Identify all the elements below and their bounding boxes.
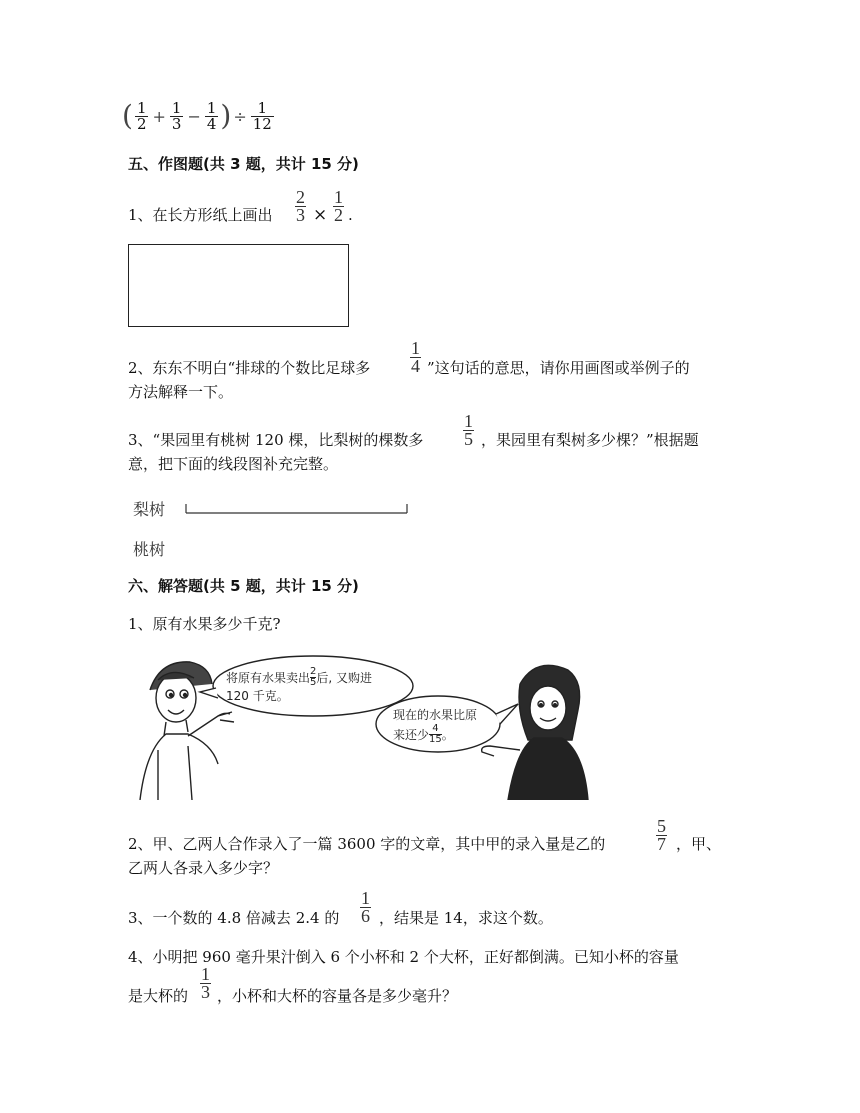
s5-q1-times: × (313, 205, 328, 225)
s5-q1-period: . (348, 206, 353, 224)
s6-q2-text-b: ，甲、 (676, 835, 722, 853)
s6-q2-text-a: 2、甲、乙两人合作录入了一篇 3600 字的文章，其中甲的录入量是乙的 (128, 835, 606, 853)
fraction-third: $\frac{1}{3}$ (171, 98, 182, 133)
left-paren: ( (122, 99, 133, 132)
divide-sign: ÷ (233, 106, 247, 126)
s6-q4-line1: 4、小明把 960 毫升果汁倒入 6 个小杯和 2 个大杯，正好都倒满。已知小杯的容量 (128, 948, 679, 966)
segment-label-peach: 桃树 (133, 540, 166, 559)
s6-q4-frac-third: 1 3 (201, 964, 210, 1002)
s5-q1-text: 1、在长方形纸上画出 (128, 206, 273, 224)
bubble-left-line2: 120 千克。 (226, 689, 289, 703)
bubble-left-line1: 将原有水果卖出 $\frac{2}{5}$ 后, 又购进 (226, 666, 373, 688)
s6-q3-text-b: ，结果是 14，求这个数。 (379, 909, 553, 927)
segment-label-pear: 梨树 (133, 500, 166, 519)
s6-q1-text: 1、原有水果多少千克? (128, 615, 281, 633)
s5-q3-frac-fifth: 1 5 (464, 411, 473, 449)
s5-q1-frac-half: 1 2 (334, 187, 343, 225)
s6-q4-text-b: ，小杯和大杯的容量各是多少毫升？ (217, 987, 458, 1005)
plus-sign: + (152, 106, 166, 126)
rectangle-paper (128, 244, 349, 327)
s5-q2-frac-quarter: 1 4 (411, 338, 420, 376)
bubble-right-line1: 现在的水果比原 (393, 708, 478, 722)
s5-q1-frac-two-thirds: 2 3 (296, 187, 305, 225)
section-6-heading: 六、解答题(共 5 题，共计 15 分) (128, 577, 359, 595)
bubble-left-frac: $\frac{2}{5}$ (310, 666, 317, 688)
s5-q2-text-b: ”这句话的意思，请你用画图或举例子的 (427, 359, 690, 377)
segment-line-pear (183, 500, 413, 518)
s5-q2-text-a: 2、东东不明白“排球的个数比足球多 (128, 359, 371, 377)
fraction-quarter: $\frac{1}{4}$ (206, 98, 217, 133)
s6-q3-frac-sixth: 1 6 (361, 888, 370, 926)
bubble-right-line2: 来还少 $\frac{4}{15}$ 。 (393, 723, 454, 745)
s5-q3-text-a: 3、“果园里有桃树 120 棵，比梨树的棵数多 (128, 431, 424, 449)
fraction-half: $\frac{1}{2}$ (136, 98, 147, 133)
right-paren: ) (220, 99, 232, 132)
fraction-twelfth: $\frac{1}{12}$ (252, 98, 272, 133)
s6-q3-text-a: 3、一个数的 4.8 倍减去 2.4 的 (128, 909, 340, 927)
expression (122, 96, 276, 136)
s6-q2-frac-five-sevenths: 5 7 (657, 816, 666, 854)
section-5-heading: 五、作图题(共 3 题，共计 15 分) (128, 155, 359, 173)
s5-q3-line2: 意，把下面的线段图补充完整。 (128, 455, 339, 473)
s6-q4-text-a: 是大杯的 (128, 987, 189, 1005)
minus-sign: − (187, 106, 201, 126)
s5-q2-line2: 方法解释一下。 (128, 383, 234, 401)
s6-q2-line2: 乙两人各录入多少字？ (128, 859, 279, 877)
s5-q3-text-b: ，果园里有梨树多少棵？”根据题 (481, 431, 699, 449)
bubble-right-frac: $\frac{4}{15}$ (429, 723, 442, 745)
